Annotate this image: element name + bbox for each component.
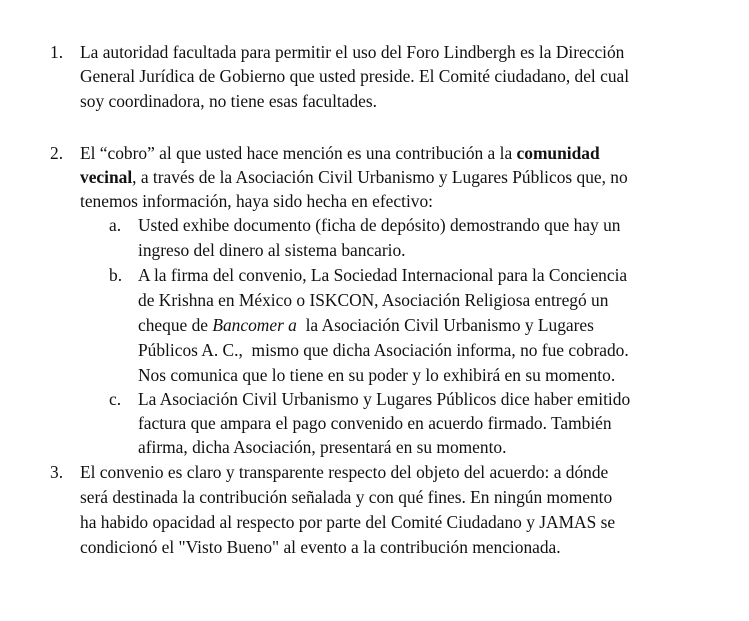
- italic-text: Bancomer a: [212, 315, 297, 335]
- item-text-line: condicionó el "Visto Bueno" al evento a la contribución mencionada.: [80, 537, 561, 557]
- item-number: 1.: [50, 42, 64, 62]
- item-text-line: El convenio es claro y transparente respecto del objeto del acuerdo: a dónde: [80, 462, 609, 482]
- item-text-line: vecinal, a través de la Asociación Civil Urbanismo y Lugares Públicos que, no: [80, 167, 628, 187]
- item-text-line: El “cobro” al que usted hace mención es una contribución a la comunidad: [80, 143, 600, 163]
- sub-item-text-line: de Krishna en México o ISKCON, Asociación Religiosa entregó un: [138, 290, 609, 310]
- sub-item-text-line: A la firma del convenio, La Sociedad Internacional para la Conciencia: [138, 265, 628, 285]
- sub-item-text-line: ingreso del dinero al sistema bancario.: [138, 240, 406, 260]
- item-text-line: tenemos información, haya sido hecha en efectivo:: [80, 191, 433, 211]
- sub-item-text-line: La Asociación Civil Urbanismo y Lugares Públicos dice haber emitido: [138, 389, 631, 409]
- item-text-line: General Jurídica de Gobierno que usted preside. El Comité ciudadano, del cual: [80, 66, 630, 86]
- item-number: 2.: [50, 143, 64, 163]
- sub-item-letter: c.: [109, 389, 122, 409]
- bold-text: comunidad: [516, 143, 600, 163]
- item-text-line: soy coordinadora, no tiene esas facultades.: [80, 91, 377, 111]
- sub-item-text-line: Públicos A. C., mismo que dicha Asociación informa, no fue cobrado.: [138, 340, 629, 360]
- sub-item-text-line: Usted exhibe documento (ficha de depósito) demostrando que hay un: [138, 215, 621, 235]
- sub-item-text-line: cheque de Bancomer a la Asociación Civil Urbanismo y Lugares: [138, 315, 594, 335]
- sub-item-letter: a.: [109, 215, 122, 235]
- sub-item-letter: b.: [109, 265, 123, 285]
- item-number: 3.: [50, 462, 64, 482]
- sub-item-text-line: Nos comunica que lo tiene en su poder y lo exhibirá en su momento.: [138, 365, 616, 385]
- bold-text: vecinal: [80, 167, 133, 187]
- item-text-line: La autoridad facultada para permitir el uso del Foro Lindbergh es la Dirección: [80, 42, 625, 62]
- item-text-line: ha habido opacidad al respecto por parte del Comité Ciudadano y JAMAS se: [80, 512, 616, 532]
- sub-item-text-line: afirma, dicha Asociación, presentará en su momento.: [138, 437, 507, 457]
- item-text-line: será destinada la contribución señalada y con qué fines. En ningún momento: [80, 487, 613, 507]
- sub-item-text-line: factura que ampara el pago convenido en acuerdo firmado. También: [138, 413, 612, 433]
